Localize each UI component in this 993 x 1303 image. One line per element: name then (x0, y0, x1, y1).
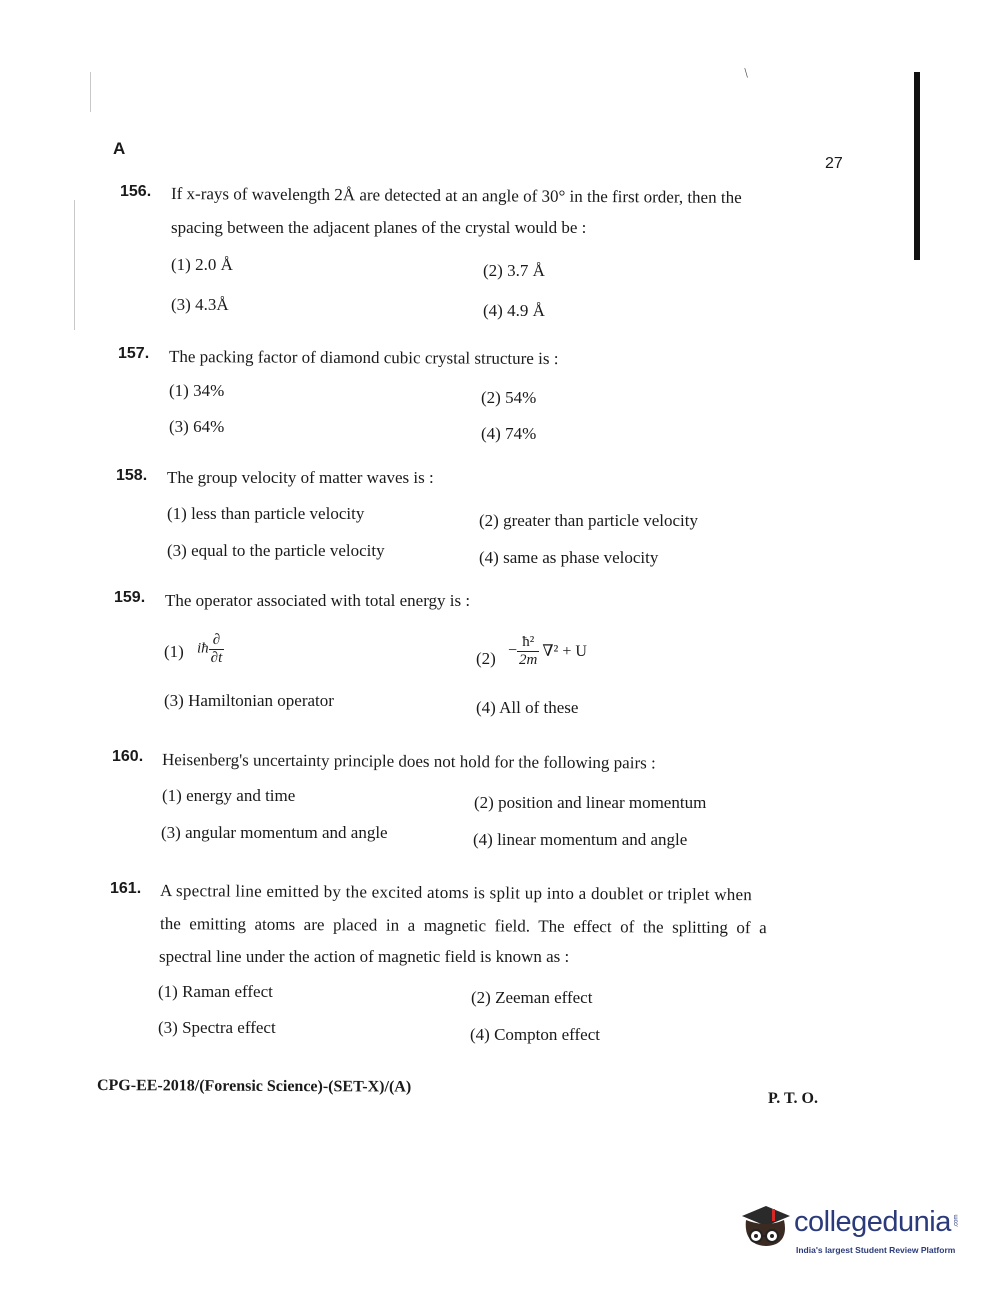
option-2: (2) 54% (481, 388, 537, 407)
pen-mark: / (740, 66, 753, 81)
option-2-formula (508, 634, 587, 668)
formula-numerator: ∂ (209, 632, 225, 650)
option-3: (3) 4.3Å (171, 295, 229, 314)
question-number: 156. (120, 183, 152, 200)
question-text-line: The packing factor of diamond cubic crystal structure is : (168, 347, 559, 369)
option-2-label: (2) (476, 649, 496, 668)
scan-edge-bar (914, 72, 920, 260)
option-4: (4) Compton effect (470, 1025, 600, 1044)
option-4: (4) All of these (476, 698, 579, 717)
mascot-icon (736, 1198, 794, 1256)
option-1-label: (1) (164, 642, 184, 661)
option-4: (4) 4.9 Å (483, 301, 545, 320)
question-text-line: A spectral line emitted by the excited atoms is split up into a doublet or triplet when (159, 881, 753, 905)
formula-rest: ∇² + U (542, 643, 587, 660)
formula-numerator: ħ² (517, 634, 539, 652)
option-3: (3) angular momentum and angle (161, 823, 388, 842)
logo-name: collegedunia (794, 1206, 951, 1238)
option-1: (1) less than particle velocity (167, 504, 365, 523)
option-1-formula (197, 632, 224, 666)
question-text-line: spectral line under the action of magnetic field is known as : (159, 947, 570, 966)
option-3: (3) 64% (169, 417, 225, 436)
formula-minus: − (508, 642, 518, 659)
option-1: (1) 2.0 Å (171, 255, 233, 274)
formula-denominator: 2m (519, 651, 538, 668)
option-3: (3) equal to the particle velocity (167, 541, 385, 560)
scan-mark (74, 200, 75, 330)
question-text-line: spacing between the adjacent planes of the crystal would be : (171, 218, 587, 237)
option-1: (1) Raman effect (158, 982, 273, 1001)
question-text-line: The group velocity of matter waves is : (167, 468, 434, 487)
paper-code: CPG-EE-2018/(Forensic Science)-(SET-X)/(A) (96, 1077, 412, 1096)
option-1: (1) 34% (169, 381, 225, 400)
page-number: 27 (825, 155, 843, 172)
option-4: (4) same as phase velocity (479, 548, 659, 567)
option-4: (4) linear momentum and angle (473, 830, 688, 849)
formula-prefix: iħ (197, 640, 209, 657)
option-1: (1) energy and time (162, 786, 296, 805)
logo-tagline: India's largest Student Review Platform (796, 1245, 956, 1255)
question-text-line: The operator associated with total energy is : (165, 591, 471, 610)
collegedunia-logo (736, 1198, 958, 1260)
pto-label: P. T. O. (768, 1090, 818, 1107)
question-text-line: Heisenberg's uncertainty principle does not hold for the following pairs : (161, 750, 656, 773)
question-number: 160. (112, 748, 144, 765)
question-number: 158. (116, 467, 148, 484)
option-3: (3) Spectra effect (158, 1018, 276, 1037)
question-text-line: If x-rays of wavelength 2Å are detected at an angle of 30° in the first order, then the (170, 184, 742, 207)
question-number: 157. (118, 345, 150, 362)
option-2: (2) 3.7 Å (483, 261, 545, 280)
option-2: (2) position and linear momentum (474, 793, 707, 812)
scan-mark (90, 72, 91, 112)
option-2: (2) Zeeman effect (471, 988, 593, 1007)
question-number: 159. (114, 589, 146, 606)
question-text-line: the emitting atoms are placed in a magnetic field. The effect of the splitting of a (159, 914, 767, 938)
formula-denominator: ∂t (210, 649, 223, 666)
question-number: 161. (110, 880, 142, 897)
option-4: (4) 74% (481, 424, 537, 443)
logo-com: .com (953, 1214, 960, 1228)
section-letter: A (113, 139, 126, 158)
option-2: (2) greater than particle velocity (479, 511, 698, 530)
option-3: (3) Hamiltonian operator (164, 691, 334, 710)
